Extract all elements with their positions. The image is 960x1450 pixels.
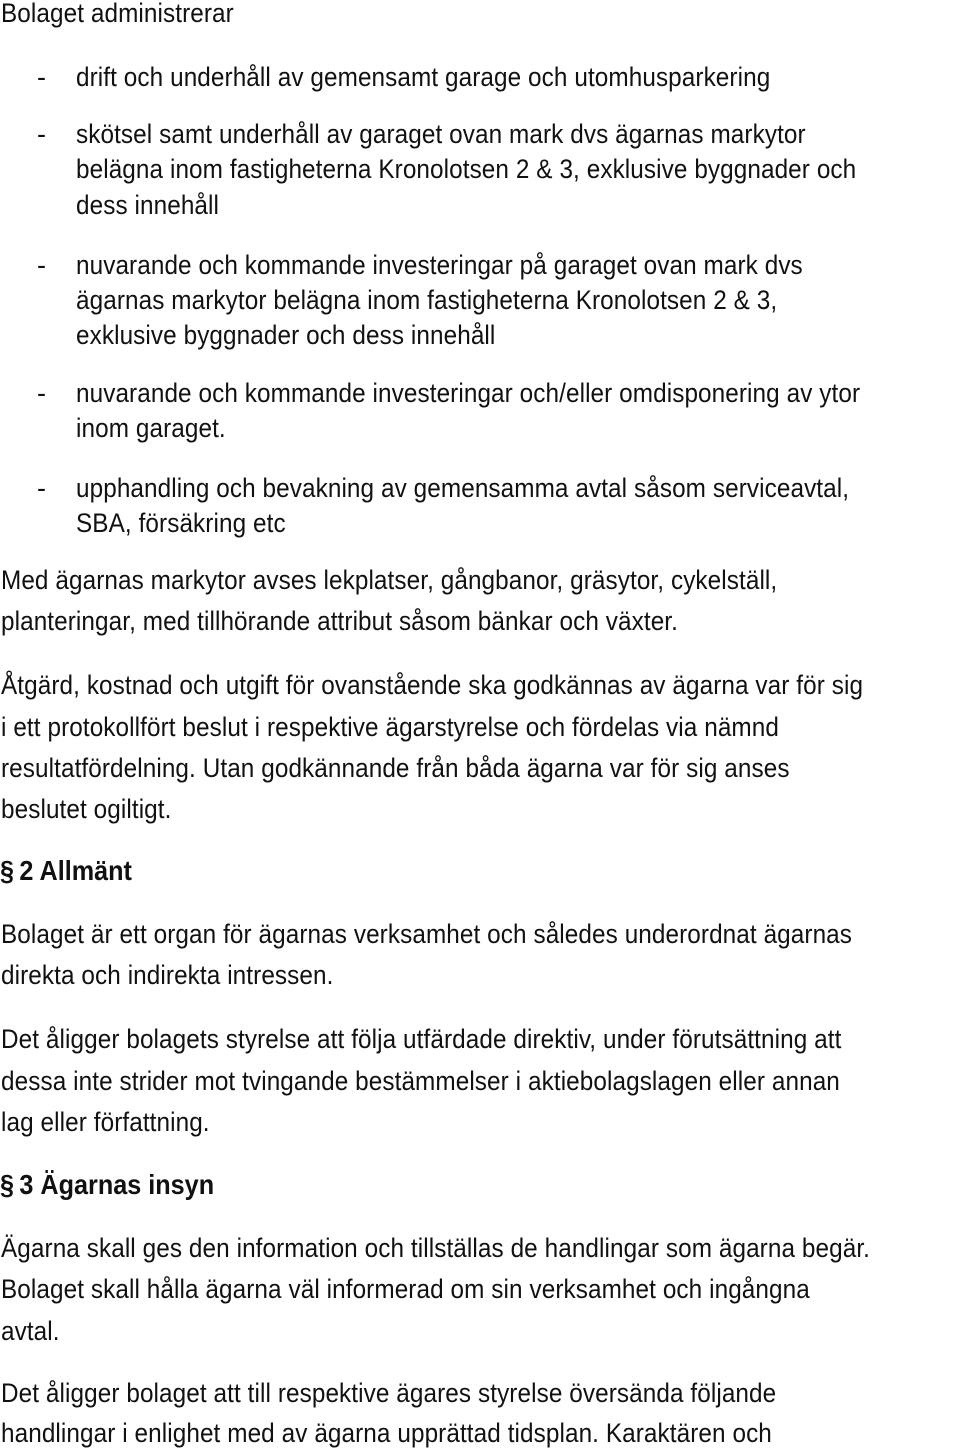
section-title: 2 Allmänt: [19, 855, 132, 886]
paragraph-line: Med ägarnas markytor avses lekplatser, gångbanor, gräsytor, cykelställ,: [1, 565, 778, 595]
paragraph-line: beslutet ogiltigt.: [1, 794, 172, 824]
bullet-2-line-2: belägna inom fastigheterna Kronolotsen 2 & 3, exklusive byggnader och: [76, 154, 857, 184]
intro-text: Bolaget administrerar: [1, 0, 234, 28]
bullet-1-line-1: drift och underhåll av gemensamt garage och utomhusparkering: [76, 62, 771, 92]
section-symbol: §: [0, 1169, 15, 1200]
bullet-4-line-2: inom garaget.: [76, 413, 226, 443]
section-heading: [0, 853, 132, 889]
section-heading: [0, 1167, 214, 1203]
paragraph-line: handlingar i enlighet med av ägarna upprättad tidsplan. Karaktären och: [1, 1418, 772, 1448]
paragraph-line: Åtgärd, kostnad och utgift för ovanstående ska godkännas av ägarna var för sig: [1, 670, 864, 700]
paragraph-line: direkta och indirekta intressen.: [1, 960, 334, 990]
bullet-5-line-2: SBA, försäkring etc: [76, 508, 286, 538]
paragraph-line: dessa inte strider mot tvingande bestämmelser i aktiebolagslagen eller annan: [1, 1066, 840, 1096]
paragraph-line: planteringar, med tillhörande attribut såsom bänkar och växter.: [1, 606, 678, 636]
bullet-dash: -: [37, 62, 46, 92]
bullet-3-line-3: exklusive byggnader och dess innehåll: [76, 320, 496, 350]
paragraph-line: Det åligger bolaget att till respektive ägares styrelse översända följande: [1, 1378, 777, 1408]
bullet-3-line-2: ägarnas markytor belägna inom fastigheterna Kronolotsen 2 & 3,: [76, 285, 778, 315]
bullet-5-line-1: upphandling och bevakning av gemensamma avtal såsom serviceavtal,: [76, 473, 850, 503]
paragraph-line: Det åligger bolagets styrelse att följa utfärdade direktiv, under förutsättning att: [1, 1024, 842, 1054]
section-symbol: §: [0, 855, 15, 886]
paragraph-line: lag eller författning.: [1, 1107, 210, 1137]
paragraph-line: Bolaget skall hålla ägarna väl informerad om sin verksamhet och ingångna: [1, 1274, 810, 1304]
bullet-dash: -: [37, 119, 46, 149]
section-title: 3 Ägarnas insyn: [19, 1169, 215, 1200]
bullet-dash: -: [37, 473, 46, 503]
bullet-dash: -: [37, 250, 46, 280]
paragraph-line: Ägarna skall ges den information och tillställas de handlingar som ägarna begär.: [1, 1233, 871, 1263]
bullet-4-line-1: nuvarande och kommande investeringar och/eller omdisponering av ytor: [76, 378, 861, 408]
paragraph-line: resultatfördelning. Utan godkännande från båda ägarna var för sig anses: [1, 753, 790, 783]
paragraph-line: Bolaget är ett organ för ägarnas verksamhet och således underordnat ägarnas: [1, 919, 853, 949]
bullet-2-line-1: skötsel samt underhåll av garaget ovan mark dvs ägarnas markytor: [76, 119, 806, 149]
paragraph-line: i ett protokollfört beslut i respektive ägarstyrelse och fördelas via nämnd: [1, 712, 779, 742]
bullet-3-line-1: nuvarande och kommande investeringar på garaget ovan mark dvs: [76, 250, 803, 280]
paragraph-line: avtal.: [1, 1316, 60, 1346]
bullet-2-line-3: dess innehåll: [76, 190, 220, 220]
bullet-dash: -: [37, 378, 46, 408]
